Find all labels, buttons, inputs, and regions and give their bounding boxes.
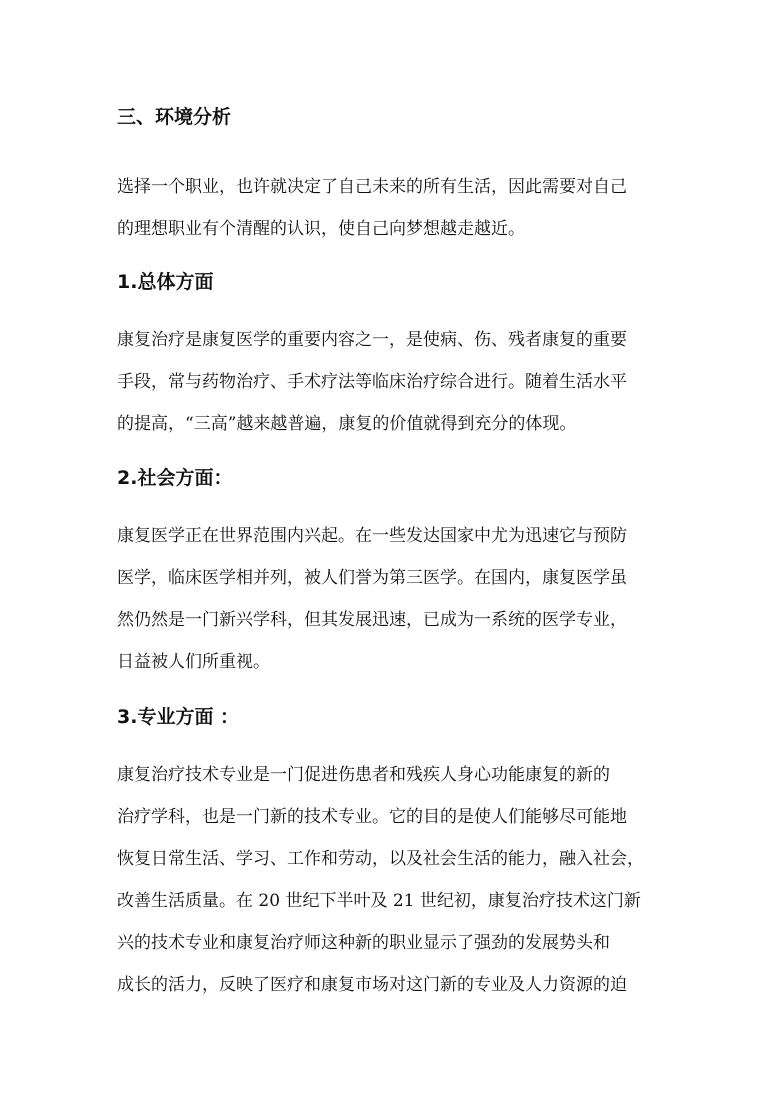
paragraph-line: 的理想职业有个清醒的认识，使自己向梦想越走越近。 bbox=[117, 219, 525, 239]
paragraph-line: 然仍然是一门新兴学科，但其发展迅速，已成为一系统的医学专业， bbox=[117, 610, 627, 630]
paragraph-line: 康复治疗是康复医学的重要内容之一，是使病、伤、残者康复的重要 bbox=[117, 330, 627, 350]
paragraph-line: 的提高，“三高”越来越普遍，康复的价值就得到充分的体现。 bbox=[117, 414, 577, 434]
paragraph-line: 选择一个职业，也许就决定了自己未来的所有生活，因此需要对自己 bbox=[117, 177, 627, 197]
paragraph-line: 医学，临床医学相并列，被人们誉为第三医学。在国内，康复医学虽 bbox=[117, 568, 627, 588]
subsection-heading-overall: 1.总体方面 bbox=[117, 271, 214, 293]
paragraph-line: 恢复日常生活、学习、工作和劳动，以及社会生活的能力，融入社会， bbox=[117, 849, 644, 869]
overall-paragraph bbox=[117, 319, 657, 445]
subsection-heading-society: 2.社会方面： bbox=[117, 467, 233, 489]
paragraph-line: 治疗学科，也是一门新的技术专业。它的目的是使人们能够尽可能地 bbox=[117, 807, 627, 827]
subsection-heading-profession: 3.专业方面 ： bbox=[117, 706, 240, 728]
intro-paragraph bbox=[117, 166, 657, 250]
paragraph-line: 兴的技术专业和康复治疗师这种新的职业显示了强劲的发展势头和 bbox=[117, 933, 610, 953]
society-paragraph bbox=[117, 515, 657, 683]
section-title: 三、环境分析 bbox=[117, 106, 232, 128]
paragraph-line: 康复医学正在世界范围内兴起。在一些发达国家中尤为迅速它与预防 bbox=[117, 526, 627, 546]
profession-paragraph bbox=[117, 754, 657, 1006]
paragraph-line: 改善生活质量。在 20 世纪下半叶及 21 世纪初，康复治疗技术这门新 bbox=[117, 891, 641, 911]
paragraph-line: 成长的活力，反映了医疗和康复市场对这门新的专业及人力资源的迫 bbox=[117, 975, 627, 995]
paragraph-line: 手段，常与药物治疗、手术疗法等临床治疗综合进行。随着生活水平 bbox=[117, 372, 627, 392]
paragraph-line: 日益被人们所重视。 bbox=[117, 652, 270, 672]
paragraph-line: 康复治疗技术专业是一门促进伤患者和残疾人身心功能康复的新的 bbox=[117, 765, 610, 785]
